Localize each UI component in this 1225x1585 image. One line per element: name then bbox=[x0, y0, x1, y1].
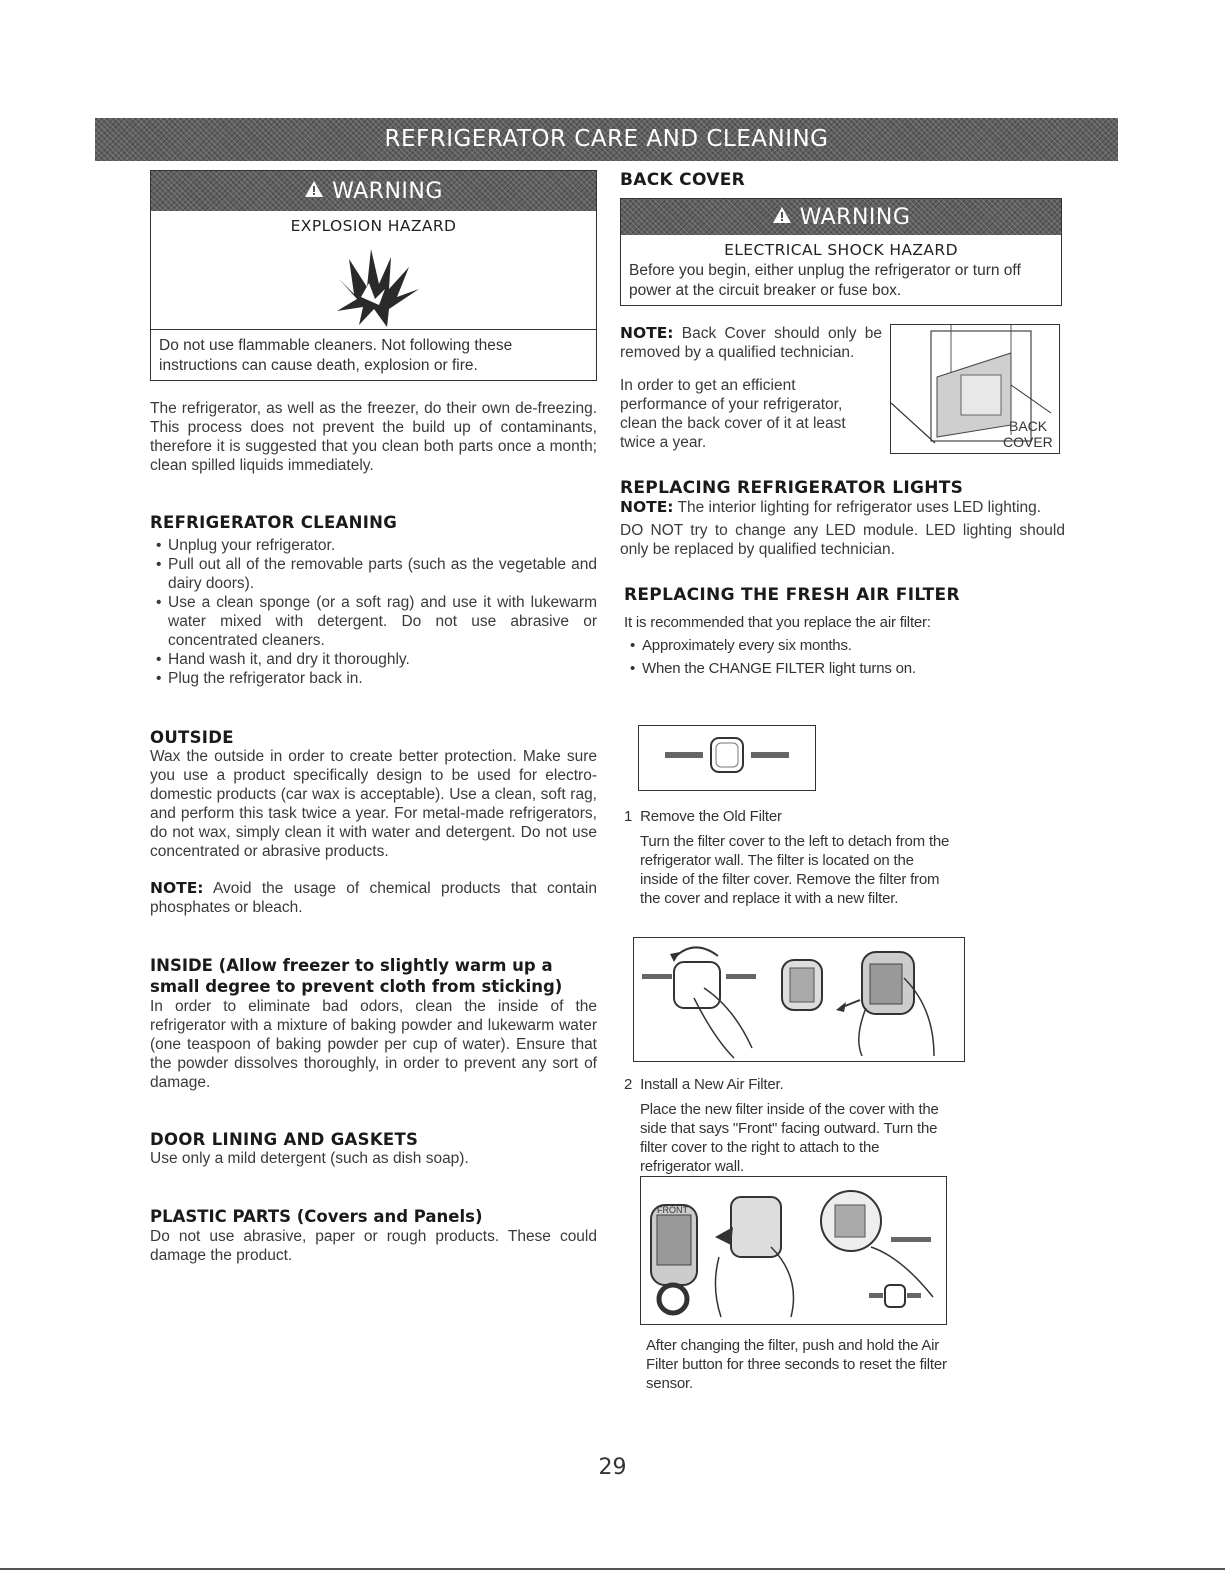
inside-section bbox=[150, 955, 597, 1092]
door-heading: DOOR LINING AND GASKETS bbox=[150, 1130, 419, 1149]
hazard-title: EXPLOSION HAZARD bbox=[290, 217, 457, 235]
left-column bbox=[150, 170, 597, 1265]
banner-title: REFRIGERATOR CARE AND CLEANING bbox=[384, 126, 829, 152]
list-item: • Hand wash it, and dry it thoroughly. bbox=[150, 650, 597, 669]
step-title bbox=[624, 1075, 954, 1094]
lights-note bbox=[620, 498, 1065, 517]
back-cover-body bbox=[620, 324, 1065, 474]
cleaning-list bbox=[150, 536, 597, 688]
lights-text: DO NOT try to change any LED module. LED lighting should only be replaced by qualified technician. bbox=[620, 522, 1065, 558]
outside-heading: OUTSIDE bbox=[150, 728, 234, 747]
warning-header bbox=[621, 199, 1061, 235]
step-title-text: Install a New Air Filter. bbox=[640, 1076, 784, 1093]
shock-warning-box bbox=[620, 198, 1062, 306]
explosion-icon bbox=[151, 239, 596, 329]
filter-step-1 bbox=[624, 807, 954, 908]
page-number: 29 bbox=[598, 1455, 627, 1480]
filter-intro: It is recommended that you replace the air filter: bbox=[624, 614, 931, 631]
outside-text: Wax the outside in order to create better protection. Make sure you use a product specifically design to be used for electro-domestic products (car wax is acceptable). Use a clean, soft rag, and perform this task twice a year. For metal-made refrigerators, do not wax, simply clean it with water and detergent. Do not use concentrated or abrasive products. bbox=[150, 748, 597, 860]
door-text: Use only a mild detergent (such as dish soap). bbox=[150, 1150, 469, 1167]
note-text: Avoid the usage of chemical products that contain phosphates or bleach. bbox=[150, 880, 597, 916]
intro-paragraph: The refrigerator, as well as the freezer, do their own de-freezing. This process does not prevent the build up of contaminants, therefore it is suggested that you clean both parts once a month; clean spilled liquids immediately. bbox=[150, 400, 597, 474]
outside-note bbox=[150, 879, 597, 917]
filter-indicator-figure bbox=[638, 725, 816, 791]
back-cover-note bbox=[620, 324, 882, 362]
explosion-warning-box bbox=[150, 170, 597, 381]
warning-triangle-icon bbox=[772, 199, 792, 235]
figure-label-back: BACK bbox=[1009, 418, 1048, 434]
front-label: FRONT bbox=[657, 1205, 688, 1215]
back-cover-heading: BACK COVER bbox=[620, 170, 746, 190]
list-item: • Unplug your refrigerator. bbox=[150, 536, 597, 555]
plastic-text: Do not use abrasive, paper or rough products. These could damage the product. bbox=[150, 1228, 597, 1264]
plastic-heading: PLASTIC PARTS (Covers and Panels) bbox=[150, 1207, 483, 1226]
list-item: • Plug the refrigerator back in. bbox=[150, 669, 597, 688]
lights-section bbox=[620, 478, 1065, 559]
remove-filter-illustration bbox=[634, 938, 964, 1061]
warning-heading: WARNING bbox=[332, 179, 443, 204]
filter-heading: REPLACING THE FRESH AIR FILTER bbox=[624, 585, 960, 605]
inside-text: In order to eliminate bad odors, clean the inside of the refrigerator with a mixture of baking powder and lukewarm water (one teaspoon of baking powder per cup of water). Ensure that the powder dissolves thoroughly, in order to prevent any sort of damage. bbox=[150, 998, 597, 1091]
list-item: • Approximately every six months. bbox=[624, 636, 1065, 655]
back-cover-text: In order to get an efficient performance of your refrigerator, clean the back cover of it at least twice a year. bbox=[620, 377, 846, 451]
step-text: Place the new filter inside of the cover with the side that says "Front" facing outward. Turn the filter cover to the right to attach to the refrigerator wall. bbox=[640, 1101, 939, 1175]
list-item: • Pull out all of the removable parts (such as the vegetable and dairy doors). bbox=[150, 555, 597, 593]
note-text: Back Cover should only be removed by a qualified technician. bbox=[620, 325, 882, 361]
note-label: NOTE: bbox=[620, 324, 674, 342]
filter-list bbox=[624, 636, 1065, 678]
after-change-note bbox=[646, 1336, 956, 1393]
note-text: The interior lighting for refrigerator uses LED lighting. bbox=[677, 499, 1042, 516]
remove-filter-figure bbox=[633, 937, 965, 1062]
step-title-text: Remove the Old Filter bbox=[640, 808, 782, 825]
bottom-rule bbox=[0, 1568, 1225, 1570]
warning-text: Before you begin, either unplug the refrigerator or turn off power at the circuit breaker or fuse box. bbox=[629, 262, 1021, 299]
lights-heading: REPLACING REFRIGERATOR LIGHTS bbox=[620, 478, 964, 498]
after-text: After changing the filter, push and hold the Air Filter button for three seconds to reset the filter sensor. bbox=[646, 1337, 947, 1392]
warning-heading: WARNING bbox=[799, 205, 911, 230]
door-section bbox=[150, 1130, 597, 1168]
warning-text: Do not use flammable cleaners. Not following these instructions can cause death, explosion or fire. bbox=[151, 329, 596, 380]
plastic-section bbox=[150, 1206, 597, 1265]
step-number: 1 bbox=[624, 808, 633, 825]
filter-step-2 bbox=[624, 1075, 954, 1176]
filter-button-icon bbox=[639, 726, 815, 790]
inside-heading: INSIDE (Allow freezer to slightly warm up a small degree to prevent cloth from sticking) bbox=[150, 956, 563, 996]
back-cover-figure bbox=[890, 324, 1060, 454]
filter-section bbox=[620, 585, 1065, 678]
warning-triangle-icon bbox=[304, 171, 324, 211]
step-number: 2 bbox=[624, 1076, 633, 1093]
install-filter-figure bbox=[640, 1176, 947, 1325]
step-title bbox=[624, 807, 954, 826]
warning-header bbox=[151, 171, 596, 211]
list-item: • Use a clean sponge (or a soft rag) and use it with lukewarm water mixed with detergent. Do not use abrasive or concentrated cleaners. bbox=[150, 593, 597, 650]
page-banner bbox=[95, 118, 1118, 161]
list-item: • When the CHANGE FILTER light turns on. bbox=[624, 659, 1065, 678]
figure-label-cover: COVER bbox=[1003, 434, 1053, 450]
outside-section bbox=[150, 728, 597, 917]
install-filter-illustration bbox=[641, 1177, 946, 1324]
right-column bbox=[620, 170, 1065, 678]
step-text: Turn the filter cover to the left to detach from the refrigerator wall. The filter is located on the inside of the filter cover. Remove the filter from the cover and replace it with a new filter. bbox=[640, 833, 950, 907]
refrigerator-back-illustration bbox=[891, 325, 1059, 453]
cleaning-section bbox=[150, 513, 597, 688]
cleaning-heading: REFRIGERATOR CLEANING bbox=[150, 513, 398, 532]
hazard-title: ELECTRICAL SHOCK HAZARD bbox=[724, 241, 958, 259]
note-label: NOTE: bbox=[620, 498, 674, 516]
note-label: NOTE: bbox=[150, 879, 204, 897]
